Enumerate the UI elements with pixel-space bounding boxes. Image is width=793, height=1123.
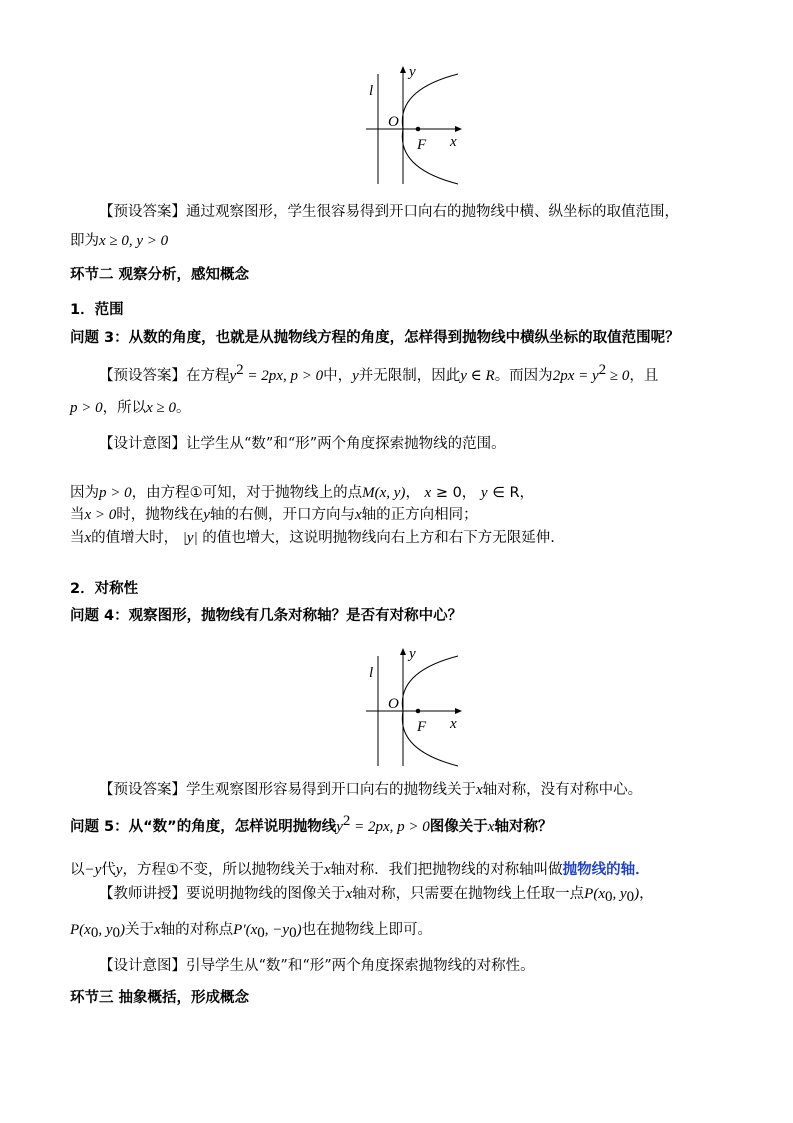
m: x xyxy=(84,530,92,546)
m: x xyxy=(424,485,432,501)
m: 0 xyxy=(90,925,99,941)
label-x: x xyxy=(450,716,457,732)
m: 2 xyxy=(236,362,244,378)
answer-text: 【预设答案】通过观察图形，学生很容易得到开口向右的抛物线中横、纵坐标的取值范围， xyxy=(99,204,679,220)
t: 。而因为 xyxy=(494,368,553,384)
t: 【预设答案】学生观察图形容易得到开口向右的抛物线关于 xyxy=(99,782,476,798)
m: x ≥ 0 xyxy=(146,400,177,416)
m: y xyxy=(229,368,237,384)
t: ∈ R， xyxy=(487,485,535,501)
y-axis-arrow xyxy=(400,66,406,73)
m: = 2px, p > 0 xyxy=(243,368,324,384)
m: , y xyxy=(98,922,113,938)
m: x > 0 xyxy=(84,507,117,523)
heading-range: 1．范围 xyxy=(70,302,124,318)
t: ，方程①不变，所以抛物线关于 xyxy=(122,862,324,878)
x-axis-arrow xyxy=(455,708,462,714)
answer-paragraph-1-line2 xyxy=(70,231,168,251)
m: 0 xyxy=(626,889,635,905)
parabola-figure-1 xyxy=(360,62,470,187)
range-line-1 xyxy=(70,483,534,503)
m: y xyxy=(115,862,123,878)
t: 代 xyxy=(101,862,116,878)
range-math: x ≥ 0, y > 0 xyxy=(99,233,169,249)
label-l: l xyxy=(369,83,374,99)
label-f: F xyxy=(417,137,427,153)
t: 以 xyxy=(70,862,85,878)
m: x xyxy=(476,782,483,798)
m: y xyxy=(203,507,210,523)
m: , −y xyxy=(264,922,290,938)
m: ) xyxy=(120,922,125,938)
t: 当 xyxy=(70,507,85,523)
m: 0 xyxy=(605,889,613,905)
t: 的值也增大，这说明抛物线向右上方和右下方无限延伸. xyxy=(202,530,555,546)
t: 图像关于 xyxy=(429,819,488,835)
m: |y| xyxy=(182,530,198,546)
t: 轴的对称点 xyxy=(160,922,234,938)
m: ≥ 0 xyxy=(606,368,630,384)
label-y: y xyxy=(409,646,416,662)
t: 问题 5：从“数”的角度，怎样说明抛物线 xyxy=(70,819,337,835)
t: 轴对称，只需要在抛物线上任取一点 xyxy=(352,886,585,902)
m: = 2px, p > 0 xyxy=(350,819,430,835)
t: 时，抛物线在 xyxy=(116,507,204,523)
t: 【预设答案】在方程 xyxy=(99,368,230,384)
m: P(x xyxy=(70,922,91,938)
t: 并无限制，因此 xyxy=(358,368,461,384)
question-4: 问题 4：观察图形，抛物线有几条对称轴？是否有对称中心？ xyxy=(70,608,463,624)
m: x xyxy=(154,922,161,938)
t: 轴对称．我们把抛物线的对称轴叫做 xyxy=(330,862,563,878)
t: 【教师讲授】要说明抛物线的图像关于 xyxy=(99,886,346,902)
design-intent-2: 【设计意图】引导学生从“数”和“形”两个角度探索抛物线的对称性。 xyxy=(99,958,535,974)
m: −y xyxy=(84,862,102,878)
heading-symmetry: 2．对称性 xyxy=(70,581,139,597)
symmetry-line-1 xyxy=(70,860,650,880)
t: 的值增大时， xyxy=(91,530,179,546)
t: ，所以 xyxy=(102,400,147,416)
t: ，由方程①可知，对于抛物线上的点 xyxy=(131,485,363,501)
m: 0 xyxy=(112,925,120,941)
m: , y xyxy=(612,886,627,902)
t: ， xyxy=(639,886,654,902)
t: 轴对称，没有对称中心。 xyxy=(482,782,643,798)
design-intent-1: 【设计意图】让学生从“数”和“形”两个角度探索抛物线的范围。 xyxy=(99,436,506,452)
m: 2 xyxy=(342,813,351,829)
section-2-title: 环节二 观察分析，感知概念 xyxy=(70,267,250,283)
m: ) xyxy=(296,922,302,938)
label-f: F xyxy=(417,719,427,735)
t: 也在抛物线上即可。 xyxy=(301,922,433,938)
answer-3-line1 xyxy=(99,362,659,386)
answer-3-line2 xyxy=(70,398,191,418)
answer-paragraph-1 xyxy=(99,202,679,222)
m: y xyxy=(480,485,488,501)
answer-text-2: 即为 xyxy=(70,233,99,249)
section-3-title: 环节三 抽象概括，形成概念 xyxy=(70,990,250,1006)
m: y xyxy=(336,819,343,835)
m: p > 0 xyxy=(70,400,103,416)
x-axis-arrow xyxy=(455,126,462,132)
y-axis-arrow xyxy=(400,648,406,655)
m: p > 0 xyxy=(99,485,132,501)
focus-point xyxy=(416,709,421,714)
m: 2 xyxy=(598,362,607,378)
m: x xyxy=(354,507,362,523)
question-3: 问题 3：从数的角度，也就是从抛物线方程的角度，怎样得到抛物线中横纵坐标的取值范围呢？ xyxy=(70,330,680,346)
m: M(x, y) xyxy=(362,485,406,501)
parabola-figure-2 xyxy=(360,644,470,769)
t: ≥ 0， xyxy=(431,485,477,501)
focus-point xyxy=(416,127,421,132)
t: ， xyxy=(405,485,420,501)
m: y ∈ R xyxy=(460,368,495,384)
m: 2px = y xyxy=(552,368,599,384)
label-y: y xyxy=(409,64,416,80)
t: 轴的正方向相同； xyxy=(361,507,478,523)
label-o: O xyxy=(388,114,399,130)
answer-4 xyxy=(99,780,642,800)
label-o: O xyxy=(388,696,399,712)
m: 0 xyxy=(289,925,297,941)
teacher-line-1 xyxy=(99,884,654,904)
t: 轴对称？ xyxy=(494,819,553,835)
t: ，且 xyxy=(629,368,659,384)
m: P′(x xyxy=(233,922,258,938)
axis-term: 抛物线的轴． xyxy=(562,862,650,878)
t: 当 xyxy=(70,530,85,546)
t: 中， xyxy=(323,368,353,384)
m: x xyxy=(323,862,331,878)
t: 轴的右侧，开口方向与 xyxy=(209,507,355,523)
label-l: l xyxy=(369,665,374,681)
m: ) xyxy=(634,886,640,902)
range-line-3 xyxy=(70,528,555,548)
t: 。 xyxy=(176,400,191,416)
range-line-2 xyxy=(70,505,478,525)
label-x: x xyxy=(450,134,457,150)
t: 因为 xyxy=(70,485,99,501)
m: x xyxy=(345,886,353,902)
m: 0 xyxy=(257,925,265,941)
question-5 xyxy=(70,813,553,837)
m: y xyxy=(352,368,359,384)
t: 关于 xyxy=(125,922,154,938)
m: P(x xyxy=(584,886,605,902)
m: x xyxy=(487,819,495,835)
teacher-line-2 xyxy=(70,920,432,940)
